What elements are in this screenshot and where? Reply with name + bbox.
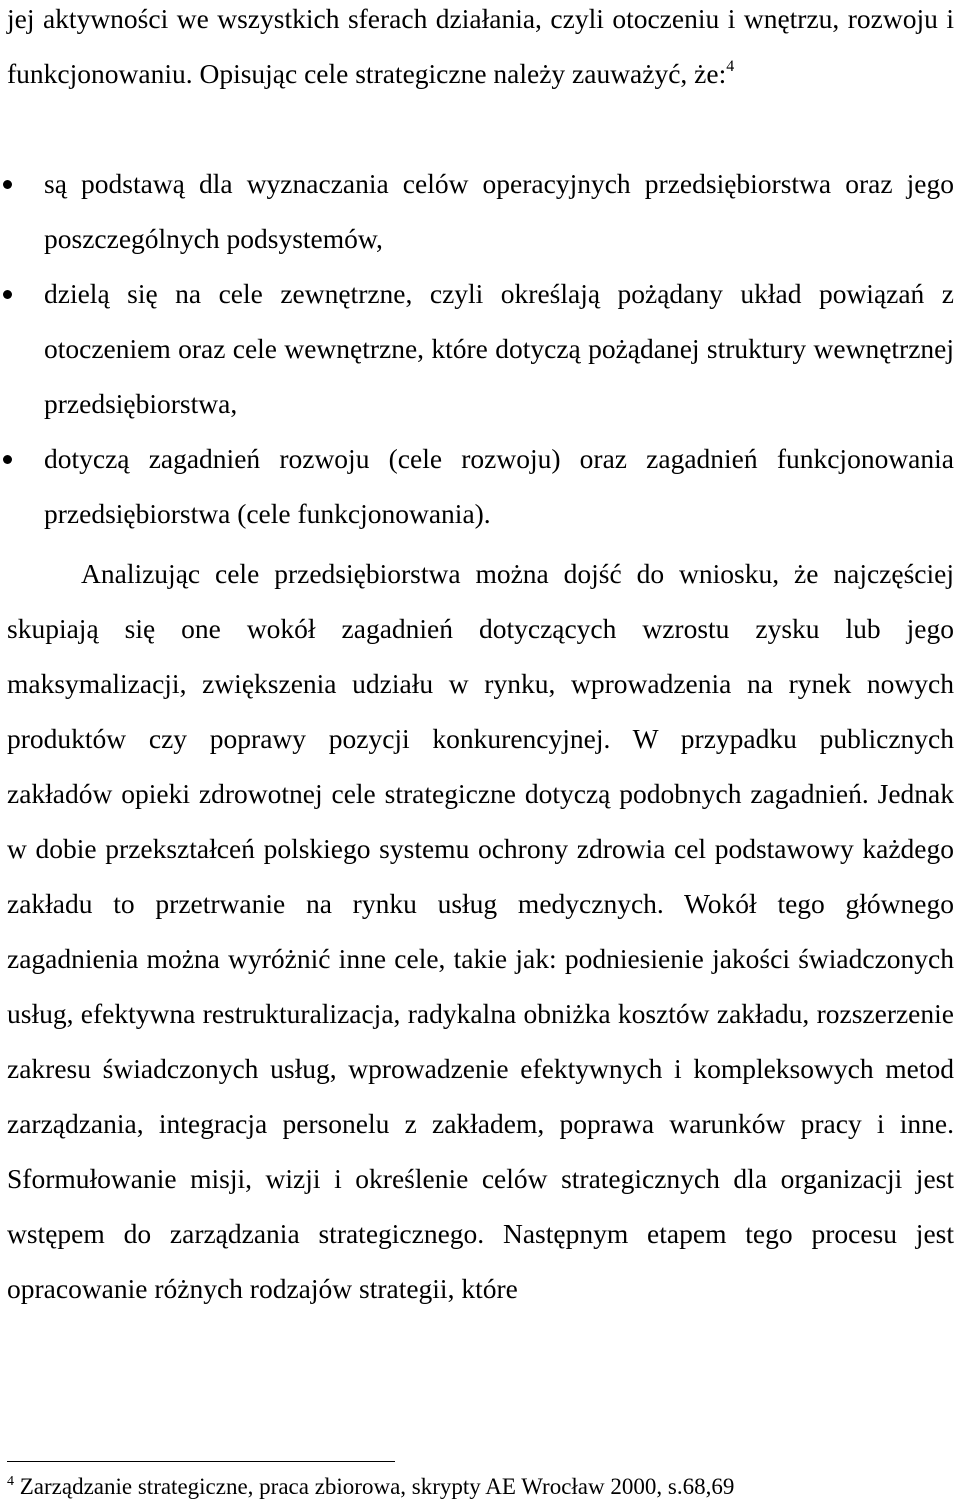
body-paragraph: Analizując cele przedsiębiorstwa można dojść do wniosku, że najczęściej skupiają się one wokół zagadnień dotyczących wzrostu zysku lub jego maksymalizacji, zwiększenia udziału w rynku, wprowadzenia na rynek nowych produktów czy poprawy pozycji konkurencyjnej. W przypadku publicznych zakładów opieki zdrowotnej cele strategiczne dotyczą podobnych zagadnień. Jednak w dobie przekształceń polskiego systemu ochrony zdrowia cel podstawowy każdego zakładu to przetrwanie na rynku usług medycznych. Wokół tego głównego zagadnienia można wyróżnić inne cele, takie jak: podniesienie jakości świadczonych usług, efektywna restrukturalizacja, radykalna obniżka kosztów zakładu, rozszerzenie zakresu świadczonych usług, wprowadzenie efektywnych i kompleksowych metod zarządzania, integracja personelu z zakładem, poprawa warunków pracy i inne. Sformułowanie misji, wizji i określenie celów strategicznych dla organizacji jest wstępem do zarządzania strategicznego. Następnym etapem tego procesu jest opracowanie różnych rodzajów strategii, które: [7, 558, 954, 1304]
list-item: [0, 266, 954, 431]
list-item-text: są podstawą dla wyznaczania celów operacyjnych przedsiębiorstwa oraz jego poszczególnych podsystemów,: [44, 168, 954, 254]
footnote-reference: 4: [726, 58, 735, 75]
footnote: [7, 1473, 954, 1501]
list-item: [0, 431, 954, 541]
footnote-number: 4: [7, 1474, 14, 1489]
footnote-divider: [7, 1461, 395, 1462]
footnote-text: Zarządzanie strategiczne, praca zbiorowa, skrypty AE Wrocław 2000, s.68,69: [19, 1474, 735, 1499]
bullet-icon: [3, 180, 12, 189]
intro-paragraph: [7, 0, 954, 101]
bullet-list: [0, 156, 954, 541]
intro-text: jej aktywności we wszystkich sferach działania, czyli otoczeniu i wnętrzu, rozwoju i funkcjonowaniu. Opisując cele strategiczne należy zauważyć, że:: [7, 3, 954, 89]
bullet-icon: [3, 455, 12, 464]
list-item-text: dzielą się na cele zewnętrzne, czyli określają pożądany układ powiązań z otoczeniem oraz cele wewnętrzne, które dotyczą pożądanej struktury wewnętrznej przedsiębiorstwa,: [44, 278, 954, 419]
list-item-text: dotyczą zagadnień rozwoju (cele rozwoju) oraz zagadnień funkcjonowania przedsiębiorstwa (cele funkcjonowania).: [44, 443, 954, 529]
bullet-icon: [3, 290, 12, 299]
list-item: [0, 156, 954, 266]
